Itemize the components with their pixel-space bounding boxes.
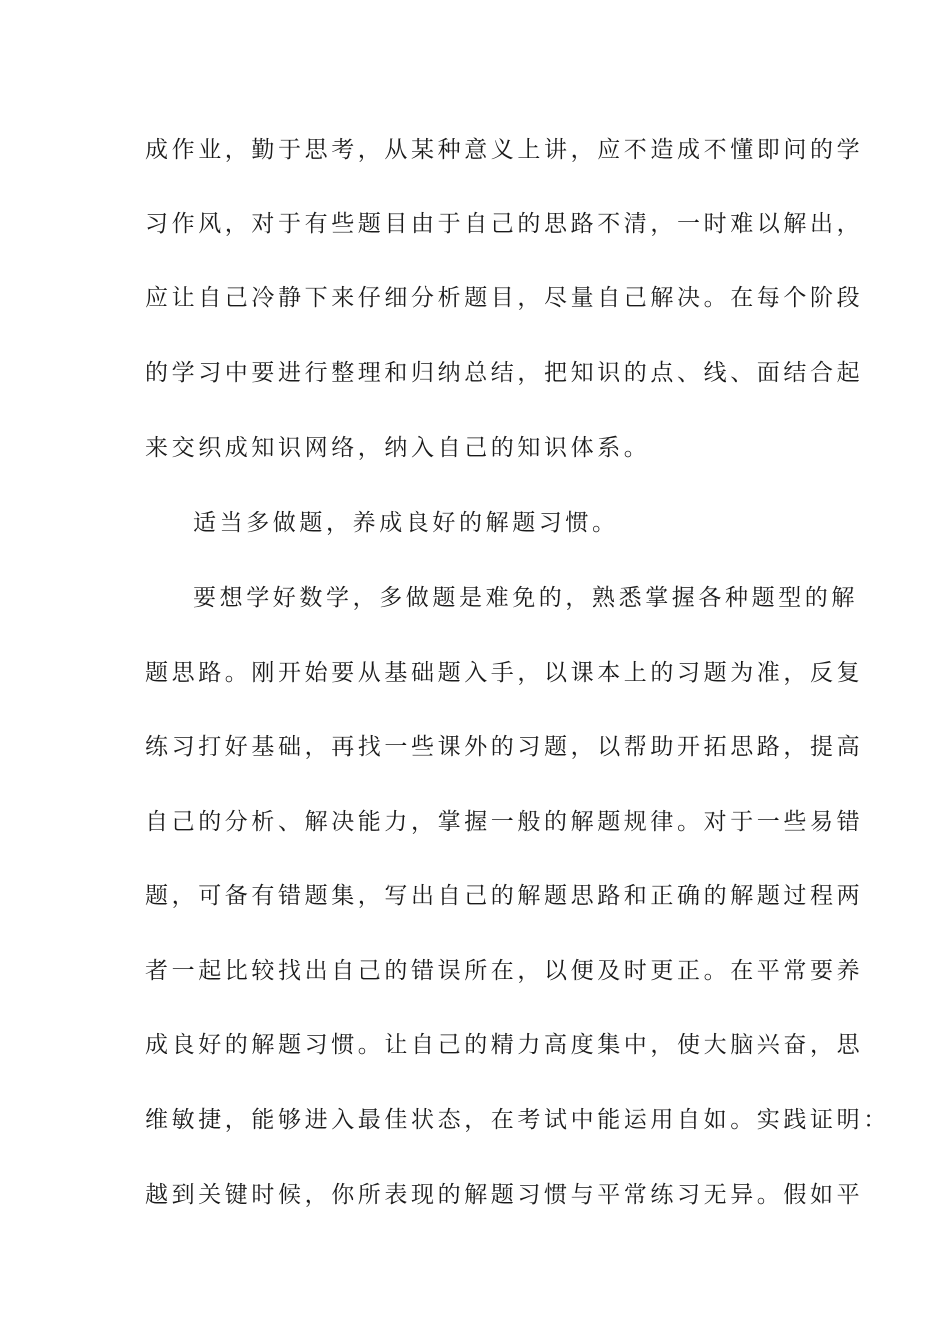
text-line: 越到关键时候，你所表现的解题习惯与平常练习无异。假如平 bbox=[145, 1182, 864, 1208]
text-line: 练习打好基础，再找一些课外的习题，以帮助开拓思路，提高 bbox=[145, 734, 864, 760]
text-line: 者一起比较找出自己的错误所在，以便及时更正。在平常要养 bbox=[145, 958, 864, 984]
text-line: 自己的分析、解决能力，掌握一般的解题规律。对于一些易错 bbox=[145, 809, 864, 835]
text-line: 来交织成知识网络，纳入自己的知识体系。 bbox=[145, 435, 651, 461]
text-line: 题思路。刚开始要从基础题入手，以课本上的习题为准，反复 bbox=[145, 660, 864, 686]
text-line: 成良好的解题习惯。让自己的精力高度集中，使大脑兴奋，思 bbox=[145, 1032, 864, 1058]
text-line: 应让自己冷静下来仔细分析题目，尽量自己解决。在每个阶段 bbox=[145, 285, 864, 311]
section-heading: 适当多做题，养成良好的解题习惯。 bbox=[193, 510, 619, 536]
text-line: 维敏捷，能够进入最佳状态，在考试中能运用自如。实践证明： bbox=[145, 1107, 890, 1133]
text-line: 习作风，对于有些题目由于自己的思路不清，一时难以解出， bbox=[145, 211, 864, 237]
text-line: 题，可备有错题集，写出自己的解题思路和正确的解题过程两 bbox=[145, 883, 864, 909]
paragraph-first-line: 要想学好数学，多做题是难免的，熟悉掌握各种题型的解 bbox=[193, 585, 858, 611]
text-line: 成作业，勤于思考，从某种意义上讲，应不造成不懂即问的学 bbox=[145, 137, 864, 163]
text-line: 的学习中要进行整理和归纳总结，把知识的点、线、面结合起 bbox=[145, 360, 864, 386]
